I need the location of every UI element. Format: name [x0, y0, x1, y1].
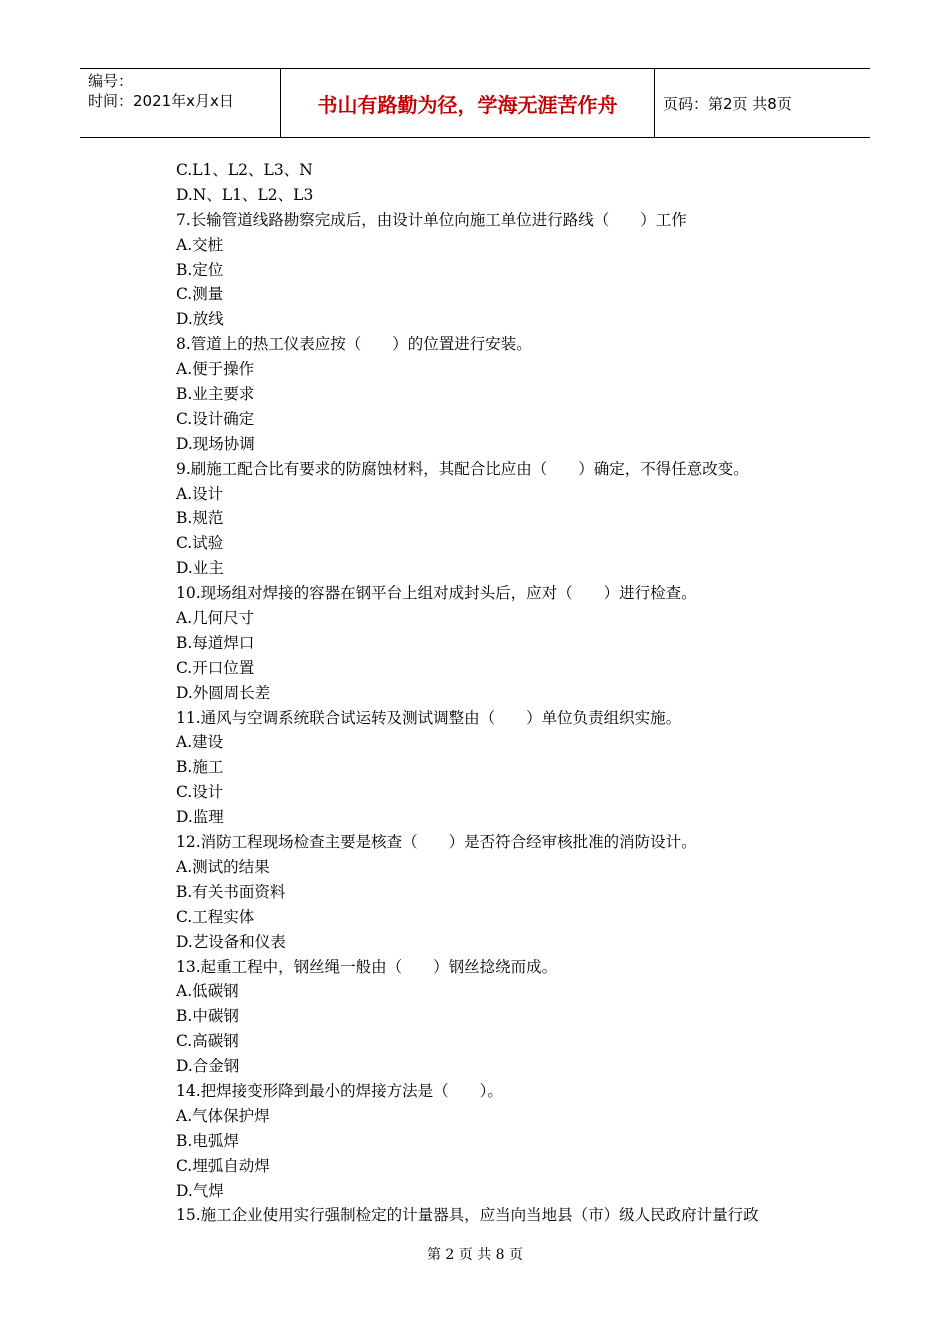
page-header	[80, 68, 870, 138]
text-line: B.电弧焊	[176, 1131, 239, 1150]
text-line: D.现场协调	[176, 434, 255, 453]
text-line: B.每道焊口	[176, 633, 255, 652]
text-line: C.工程实体	[176, 907, 255, 926]
page-footer: 第 2 页 共 8 页	[426, 1247, 524, 1263]
text-line: A.便于操作	[176, 360, 255, 379]
text-line: C.L1、L2、L3、N	[176, 161, 313, 179]
text-line: C.设计确定	[176, 409, 255, 428]
text-line: C.埋弧自动焊	[176, 1156, 270, 1175]
text-line: A.建设	[176, 733, 224, 752]
text-line: 13.起重工程中，钢丝绳一般由（ ）钢丝捻绕而成。	[176, 957, 558, 976]
text-line: B.中碳钢	[176, 1007, 239, 1026]
text-line: 15.施工企业使用实行强制检定的计量器具，应当向当地县（市）级人民政府计量行政	[176, 1206, 759, 1225]
text-line: 8.管道上的热工仪表应按（ ）的位置进行安装。	[176, 335, 532, 354]
text-line: A.低碳钢	[176, 982, 239, 1001]
text-line: D.外圆周长差	[176, 683, 271, 702]
text-line: 11.通风与空调系统联合试运转及测试调整由（ ）单位负责组织实施。	[176, 708, 682, 727]
text-line: 12.消防工程现场检查主要是核查（ ）是否符合经审核批准的消防设计。	[176, 833, 697, 852]
text-line: A.设计	[176, 484, 224, 503]
text-line: A.交桩	[176, 235, 224, 254]
text-line: 10.现场组对焊接的容器在钢平台上组对成封头后，应对（ ）进行检查。	[176, 584, 697, 603]
header-page-info: 页码：第2页 共8页	[663, 94, 792, 113]
text-line: D.合金钢	[176, 1057, 240, 1076]
text-line: B.规范	[176, 509, 224, 528]
text-line: A.几何尺寸	[176, 609, 255, 628]
text-line: C.测量	[176, 285, 224, 304]
text-line: 9.刷施工配合比有要求的防腐蚀材料，其配合比应由（ ）确定，不得任意改变。	[176, 459, 749, 478]
text-line: 14.把焊接变形降到最小的焊接方法是（ ）。	[176, 1081, 503, 1100]
text-line: D.监理	[176, 808, 224, 827]
document-body	[176, 158, 836, 1228]
text-line: D.气焊	[176, 1181, 224, 1200]
text-line: C.开口位置	[176, 658, 255, 677]
text-line: B.定位	[176, 260, 224, 279]
text-line: C.试验	[176, 534, 224, 553]
text-line: B.业主要求	[176, 385, 255, 404]
text-line: B.施工	[176, 758, 224, 777]
text-line: D.艺设备和仪表	[176, 932, 286, 951]
text-line: B.有关书面资料	[176, 882, 286, 901]
time-label: 时间：2021年x月x日	[88, 92, 234, 110]
text-line: C.设计	[176, 783, 224, 802]
header-meta	[80, 69, 281, 137]
text-line: D.N、L1、L2、L3	[176, 185, 314, 204]
text-line: C.高碳钢	[176, 1032, 239, 1051]
header-motto: 书山有路勤为径，学海无涯苦作舟	[281, 69, 655, 137]
text-line: D.放线	[176, 310, 224, 329]
text-line: A.测试的结果	[176, 857, 270, 876]
number-label: 编号：	[88, 72, 134, 90]
text-line: A.气体保护焊	[176, 1106, 270, 1125]
text-line: 7.长输管道线路勘察完成后，由设计单位向施工单位进行路线（ ）工作	[176, 210, 687, 229]
text-line: D.业主	[176, 559, 224, 578]
